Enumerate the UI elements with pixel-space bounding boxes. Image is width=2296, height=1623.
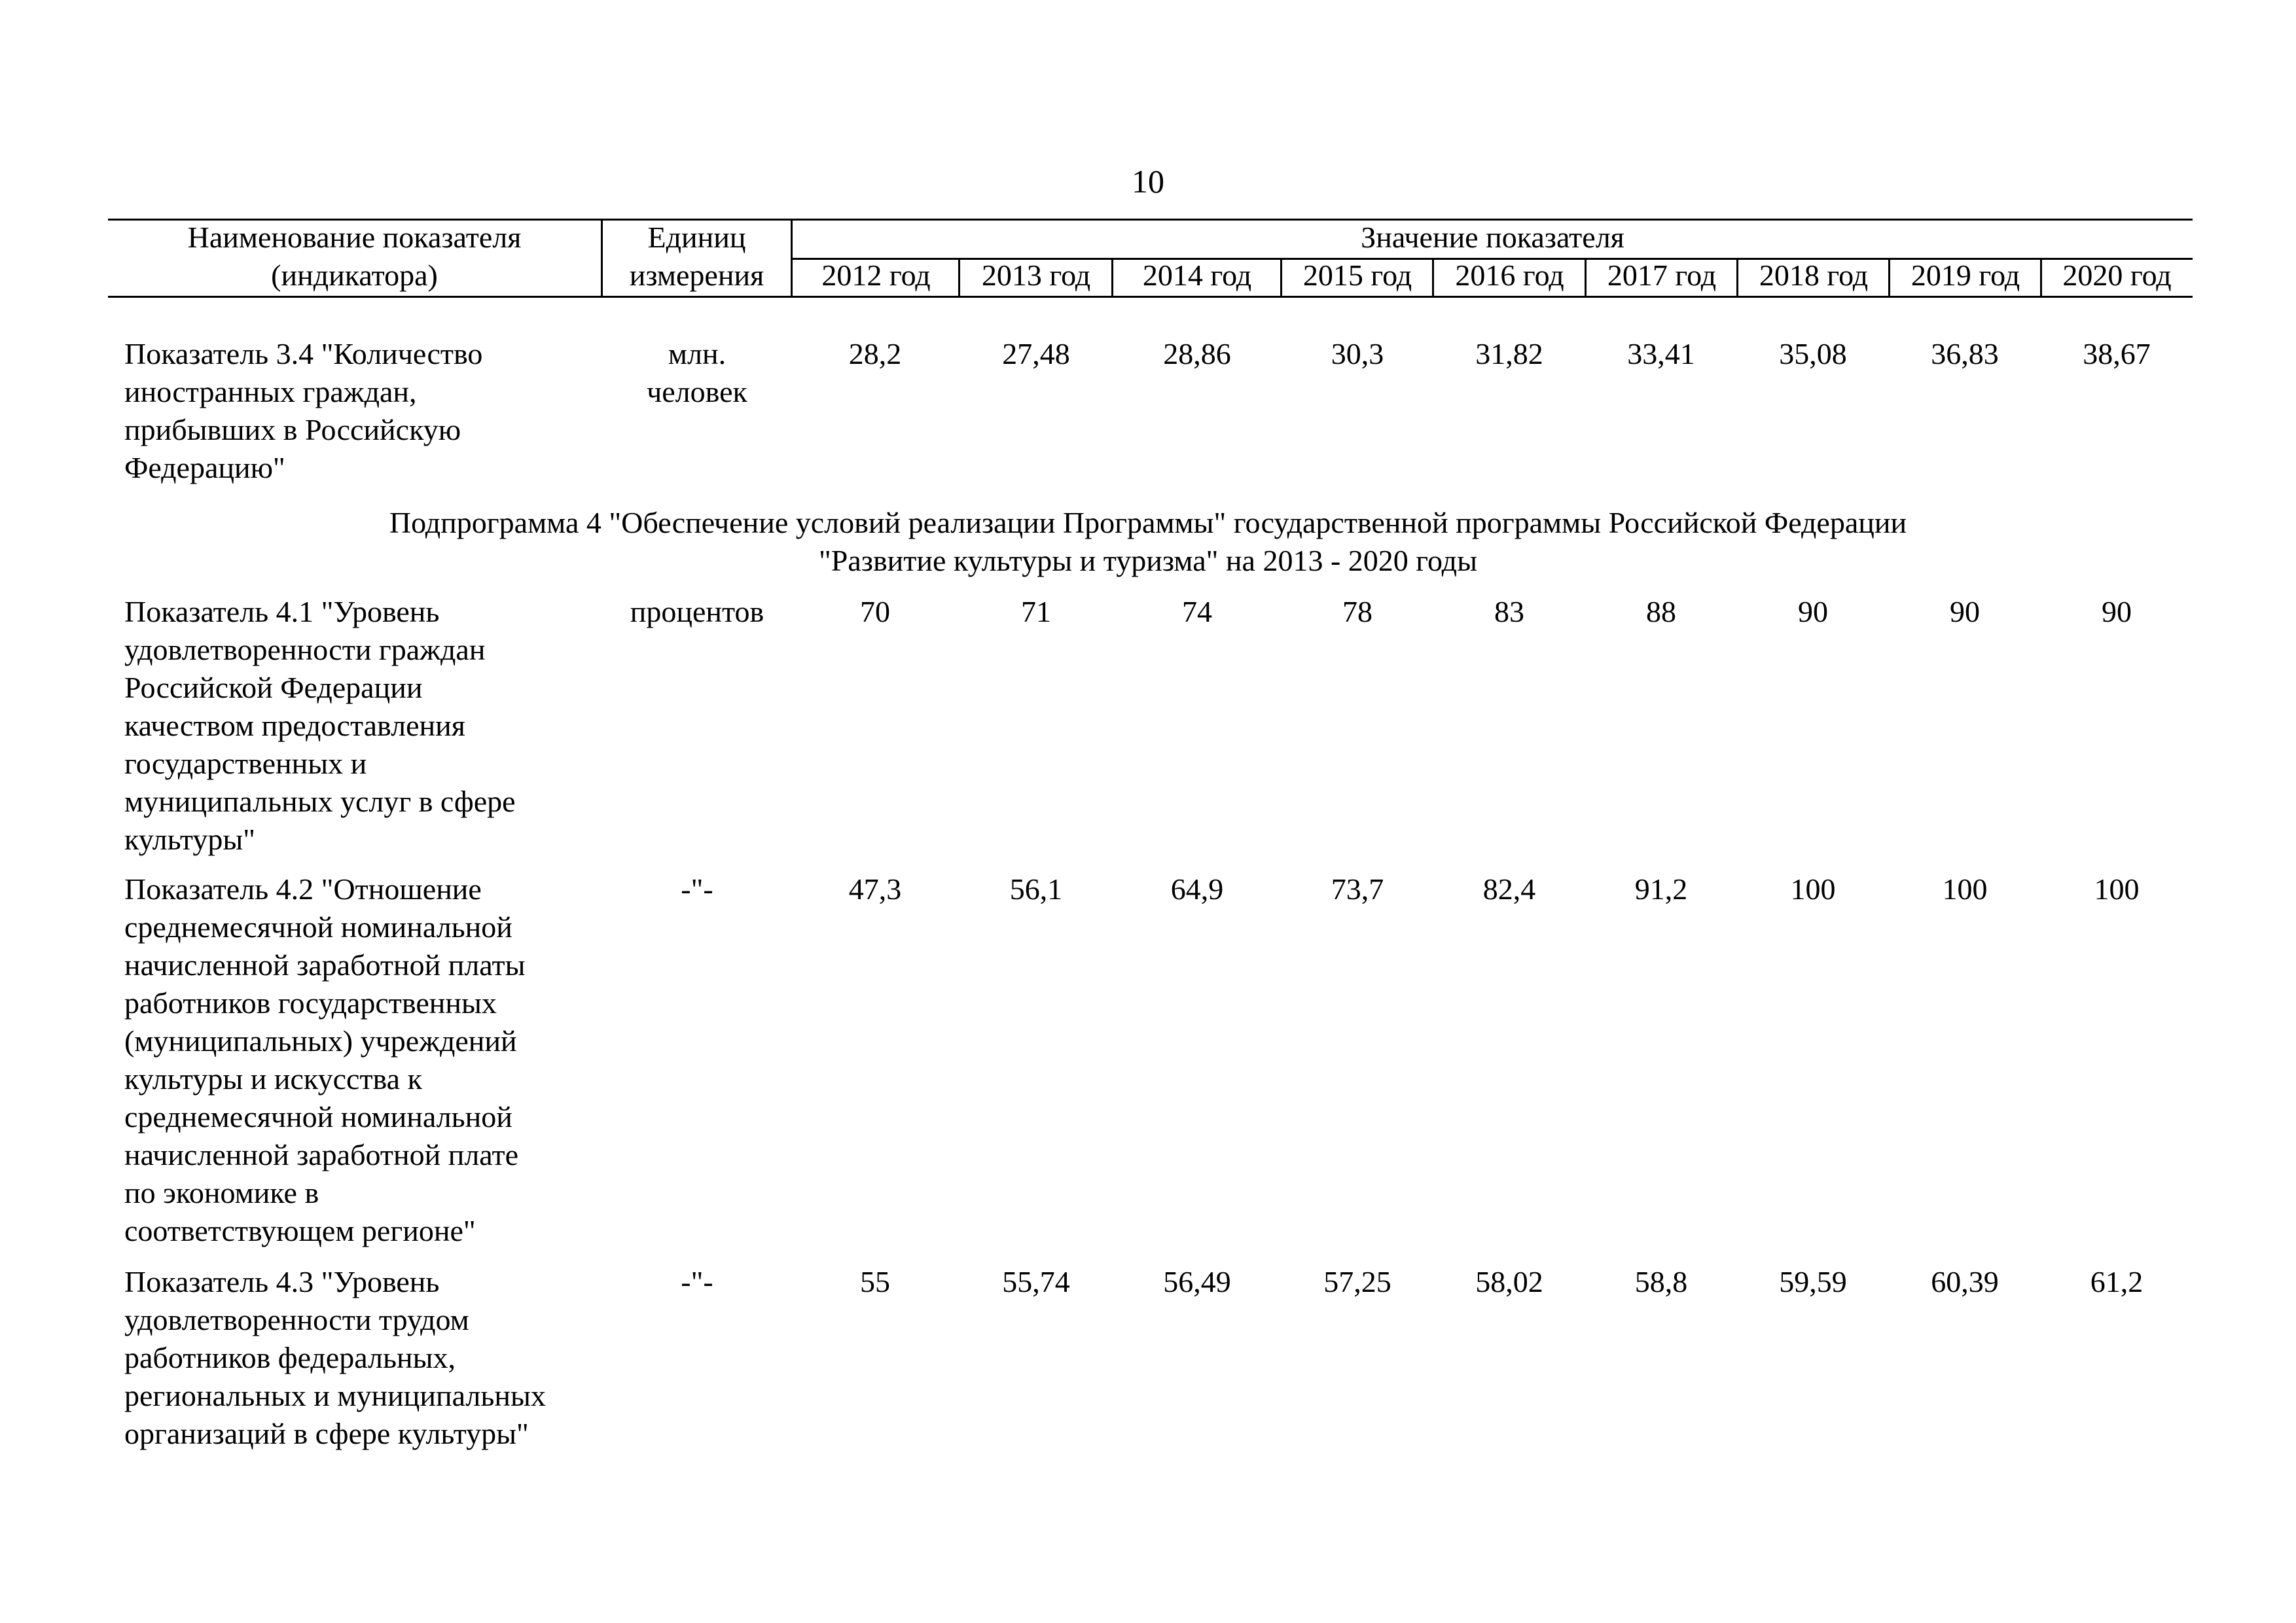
indicator-value: 100 [1942, 872, 1988, 906]
header-year-divider [958, 258, 960, 298]
indicator-name-line: Показатель 4.2 "Отношение [124, 872, 482, 906]
indicator-unit [609, 335, 785, 411]
indicator-name-line: Показатель 3.4 "Количество [124, 337, 483, 370]
header-unit-line2: измерения [629, 259, 764, 292]
indicator-name-line: по экономике в [124, 1176, 319, 1209]
indicator-value: 71 [1021, 595, 1051, 628]
indicator-name-line: соответствующем регионе" [124, 1214, 476, 1247]
indicator-name-line: государственных и [124, 747, 367, 780]
header-year-cell: 2017 год [1607, 259, 1717, 292]
indicator-name-line: Показатель 4.1 "Уровень [124, 595, 440, 628]
header-year-divider [1585, 258, 1587, 298]
indicator-value: 58,8 [1634, 1265, 1688, 1298]
indicator-value: 28,2 [848, 337, 902, 370]
indicator-value: 90 [1798, 595, 1828, 628]
indicator-value: 59,59 [1779, 1265, 1847, 1298]
indicator-value: 70 [860, 595, 890, 628]
header-year-cell: 2012 год [821, 259, 931, 292]
subprogram-heading-line1: Подпрограмма 4 "Обеспечение условий реализации Программы" государственной программы Российской Федерации [389, 506, 1907, 539]
indicator-name-line: начисленной заработной плате [124, 1138, 519, 1171]
indicator-name-line: среднемесячной номинальной [124, 910, 512, 944]
indicator-value: 82,4 [1482, 872, 1536, 906]
indicator-name-line: культуры и искусства к [124, 1062, 422, 1096]
header-year-cell: 2018 год [1759, 259, 1869, 292]
indicator-value: 60,39 [1931, 1265, 1999, 1298]
subprogram-heading-line2: "Развитие культуры и туризма" на 2013 - 2020 годы [819, 544, 1477, 577]
indicator-unit [609, 1263, 785, 1301]
indicator-unit [609, 593, 785, 631]
indicator-name [124, 593, 596, 859]
indicator-value: 90 [1950, 595, 1980, 628]
header-name-line2: (индикатора) [271, 259, 438, 292]
indicator-value: 100 [2094, 872, 2140, 906]
indicator-value: 35,08 [1779, 337, 1847, 370]
indicator-name-line: удовлетворенности граждан [124, 633, 486, 666]
indicator-value: 47,3 [848, 872, 902, 906]
indicator-value: 56,1 [1009, 872, 1063, 906]
header-year-divider [1432, 258, 1434, 298]
indicator-unit-line: -"- [681, 1265, 713, 1298]
header-bottom-rule [108, 296, 2193, 298]
indicator-value: 64,9 [1170, 872, 1224, 906]
indicator-unit-line: процентов [630, 595, 764, 628]
page-number: 10 [1132, 163, 1164, 200]
indicator-name-line: организаций в сфере культуры" [124, 1417, 529, 1450]
header-unit-line1: Единиц [647, 221, 746, 254]
indicator-name-line: начисленной заработной платы [124, 948, 526, 982]
indicator-value: 83 [1494, 595, 1524, 628]
indicator-value: 74 [1182, 595, 1212, 628]
indicator-value: 61,2 [2090, 1265, 2144, 1298]
indicator-name-line: иностранных граждан, [124, 375, 417, 408]
header-name-line1: Наименование показателя [187, 221, 522, 254]
indicator-name-line: муниципальных услуг в сфере [124, 785, 516, 818]
indicator-value: 55,74 [1002, 1265, 1070, 1298]
indicator-name [124, 870, 596, 1250]
indicator-value: 36,83 [1931, 337, 1999, 370]
header-year-cell: 2016 год [1455, 259, 1564, 292]
indicator-value: 90 [2102, 595, 2132, 628]
indicator-value: 73,7 [1331, 872, 1384, 906]
indicator-value: 33,41 [1627, 337, 1695, 370]
indicator-name-line: региональных и муниципальных [124, 1379, 546, 1412]
indicator-unit-line: человек [647, 375, 747, 408]
indicator-value: 88 [1646, 595, 1676, 628]
header-year-divider [1736, 258, 1738, 298]
header-year-cell: 2013 год [981, 259, 1091, 292]
indicator-value: 31,82 [1475, 337, 1543, 370]
indicator-value: 30,3 [1331, 337, 1384, 370]
indicator-name-line: Показатель 4.3 "Уровень [124, 1265, 440, 1298]
header-year-cell: 2019 год [1910, 259, 2020, 292]
indicator-unit-line: млн. [668, 337, 726, 370]
indicator-unit [609, 870, 785, 908]
indicator-value: 78 [1342, 595, 1372, 628]
header-year-divider [2040, 258, 2042, 298]
indicator-value: 27,48 [1002, 337, 1070, 370]
header-values-title: Значение показателя [1361, 221, 1624, 254]
indicator-value: 56,49 [1163, 1265, 1231, 1298]
indicator-name-line: работников федеральных, [124, 1341, 456, 1374]
header-year-divider [1111, 258, 1113, 298]
indicator-value: 55 [860, 1265, 890, 1298]
indicator-name-line: среднемесячной номинальной [124, 1100, 512, 1133]
indicator-name-line: Федерацию" [124, 451, 285, 484]
header-year-cell: 2020 год [2062, 259, 2172, 292]
indicator-value: 91,2 [1634, 872, 1688, 906]
header-year-cell: 2014 год [1142, 259, 1252, 292]
indicator-name-line: Российской Федерации [124, 671, 423, 704]
indicator-name-line: качеством предоставления [124, 709, 465, 742]
indicator-name [124, 335, 596, 487]
indicator-value: 57,25 [1323, 1265, 1391, 1298]
indicator-name [124, 1263, 596, 1453]
indicator-name-line: прибывших в Российскую [124, 413, 461, 446]
header-year-divider [1280, 258, 1282, 298]
subprogram-heading [0, 504, 2296, 580]
indicator-name-line: культуры" [124, 823, 256, 856]
indicator-value: 58,02 [1475, 1265, 1543, 1298]
indicator-name-line: работников государственных [124, 986, 497, 1020]
header-year-divider [1888, 258, 1890, 298]
indicator-value: 38,67 [2083, 337, 2151, 370]
indicator-name-line: (муниципальных) учреждений [124, 1024, 517, 1058]
indicator-value: 100 [1790, 872, 1836, 906]
indicator-value: 28,86 [1163, 337, 1231, 370]
indicator-unit-line: -"- [681, 872, 713, 906]
header-year-cell: 2015 год [1302, 259, 1412, 292]
indicator-name-line: удовлетворенности трудом [124, 1303, 469, 1336]
